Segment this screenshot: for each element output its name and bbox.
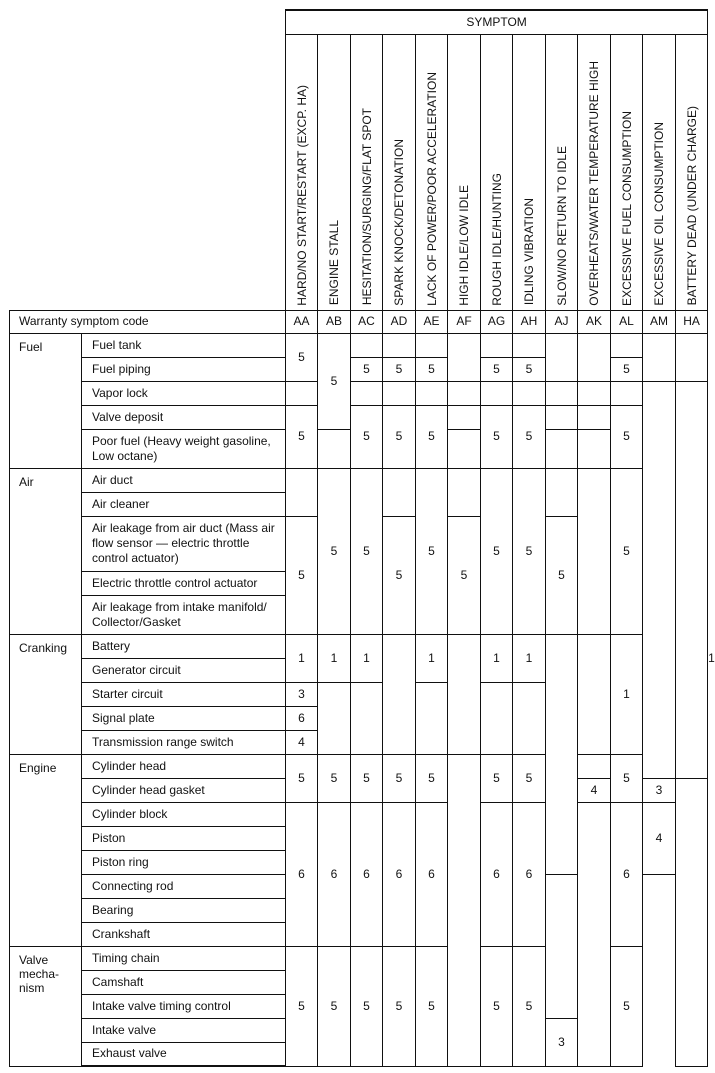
cell-empty — [513, 682, 546, 754]
item-air-cleaner: Air cleaner — [82, 492, 286, 516]
cell-value: 5 — [481, 405, 513, 468]
cell-empty — [351, 682, 383, 754]
cell-value: 5 — [513, 357, 546, 381]
item-transmission-range-switch: Transmission range switch — [82, 730, 286, 754]
symptom-header: SYMPTOM — [286, 10, 708, 34]
item-piston: Piston — [82, 826, 286, 850]
warranty-code-label: Warranty symptom code — [10, 310, 286, 333]
item-cylinder-head-gasket: Cylinder head gasket — [82, 778, 286, 802]
cell-value: 5 — [318, 333, 351, 429]
cell-empty — [448, 405, 481, 429]
cell-empty — [611, 381, 643, 405]
group-fuel: Fuel — [10, 333, 82, 468]
cell-value: 6 — [611, 802, 643, 946]
cell-empty — [578, 333, 611, 381]
symptom-matrix-table: SYMPTOM HARD/NO START/RESTART (EXCP. HA) ENGINE STALL HESITATION/SURGING/FLAT SPOT SPARK KNOCK/DETONATION LACK OF POWER/POOR ACCELERATION HIGH IDLE/LOW IDLE ROUGH IDLE/HUNTING IDLING VIBRATION SLOW/NO RETURN TO IDLE OVERHEATS/WATER TEMPERATURE HIGH EXCESSIVE FUEL CONSUMPTION EXCESSIVE OIL CONSUMPTION BATTERY DEAD (UNDER CHARGE) Warranty symptom code AA AB AC AD AE AF AG AH AJ AK AL AM HA Fuel Fuel tank 5 5 Fuel piping 5 5 5 5 5 5 Vapor lock Valve deposit 5 5 5 5 5 5 5 Poor fuel (Heavy weight gasoline, Low octane) Air Air duct 5 5 5 5 5 5 Air cleaner Air leakage from air duct (Mass air flow sensor — electric throttle control actuator) 5 5 5 5 Electric throttle control actuator Air leakage from intake manifold/ Collector/Gasket Cranking Battery 1 1 1 1 1 1 1 1 Generator circuit Starter circuit 3 Signal plate 6 Transmission range switch 4 Engine Cylinder head 5 5 5 5 5 5 5 5 Cylinder head gasket 4 3 Cylinder block 6 6 6 6 6 6 6 6 4 Piston Piston ring Connecting rod Bearing Crankshaft Valve mecha-nism Timing chain 5 5 5 5 5 5 5 5 Camshaft Intake valve timing control Intake valve 3 Exhaust valve — [9, 9, 708, 1067]
cell-empty — [578, 381, 611, 405]
code-ad: AD — [383, 310, 416, 333]
item-timing-chain: Timing chain — [82, 946, 286, 970]
group-valve-mechanism: Valve mecha-nism — [10, 946, 82, 1066]
cell-empty — [383, 468, 416, 516]
cell-value: 5 — [351, 405, 383, 468]
symptom-name-ak: OVERHEATS/WATER TEMPERATURE HIGH — [578, 34, 611, 310]
cell-empty — [578, 754, 611, 778]
symptom-name-am: EXCESSIVE OIL CONSUMPTION — [643, 34, 676, 310]
cell-empty — [546, 381, 578, 405]
item-fuel-piping: Fuel piping — [82, 357, 286, 381]
code-ab: AB — [318, 310, 351, 333]
item-electric-throttle: Electric throttle control actuator — [82, 571, 286, 595]
item-valve-deposit: Valve deposit — [82, 405, 286, 429]
cell-value: 5 — [383, 516, 416, 634]
group-engine: Engine — [10, 754, 82, 946]
cell-value: 6 — [481, 802, 513, 946]
code-ak: AK — [578, 310, 611, 333]
cell-empty — [318, 429, 351, 468]
cell-empty — [448, 333, 481, 381]
cell-value: 3 — [286, 682, 318, 706]
code-ag: AG — [481, 310, 513, 333]
cell-value: 1 — [351, 634, 383, 682]
item-piston-ring: Piston ring — [82, 850, 286, 874]
cell-value: 6 — [318, 802, 351, 946]
item-air-duct: Air duct — [82, 468, 286, 492]
cell-value: 5 — [416, 946, 448, 1066]
item-cylinder-head: Cylinder head — [82, 754, 286, 778]
code-al: AL — [611, 310, 643, 333]
item-connecting-rod: Connecting rod — [82, 874, 286, 898]
cell-value: 5 — [513, 405, 546, 468]
symptom-name-al: EXCESSIVE FUEL CONSUMPTION — [611, 34, 643, 310]
symptom-name-aa: HARD/NO START/RESTART (EXCP. HA) — [286, 34, 318, 310]
cell-empty — [546, 405, 578, 429]
item-crankshaft: Crankshaft — [82, 922, 286, 946]
item-signal-plate: Signal plate — [82, 706, 286, 730]
group-air: Air — [10, 468, 82, 634]
cell-value: 4 — [643, 802, 676, 874]
symptom-name-aj: SLOW/NO RETURN TO IDLE — [546, 34, 578, 310]
cell-value: 5 — [481, 357, 513, 381]
cell-value: 3 — [546, 1018, 578, 1066]
item-battery: Battery — [82, 634, 286, 658]
item-bearing: Bearing — [82, 898, 286, 922]
cell-value: 6 — [513, 802, 546, 946]
cell-value: 5 — [513, 468, 546, 634]
cell-value: 5 — [318, 468, 351, 634]
cell-empty — [513, 333, 546, 357]
cell-empty — [481, 381, 513, 405]
cell-empty — [448, 468, 481, 516]
cell-value: 5 — [611, 357, 643, 381]
cell-empty — [318, 682, 351, 754]
cell-empty — [578, 468, 611, 634]
item-camshaft: Camshaft — [82, 970, 286, 994]
cell-empty — [643, 333, 676, 381]
cell-value: 1 — [513, 634, 546, 682]
cell-value: 5 — [286, 333, 318, 381]
code-aa: AA — [286, 310, 318, 333]
cell-value: 5 — [481, 754, 513, 802]
cell-value: 4 — [578, 778, 611, 802]
cell-value: 5 — [383, 405, 416, 468]
cell-value: 1 — [286, 634, 318, 682]
cell-empty — [383, 381, 416, 405]
cell-value: 6 — [351, 802, 383, 946]
cell-value: 6 — [286, 802, 318, 946]
cell-empty — [286, 468, 318, 516]
code-af: AF — [448, 310, 481, 333]
cell-empty — [546, 429, 578, 468]
item-cylinder-block: Cylinder block — [82, 802, 286, 826]
cell-empty — [448, 754, 481, 1066]
cell-value: 5 — [351, 754, 383, 802]
symptom-name-ag: ROUGH IDLE/HUNTING — [481, 34, 513, 310]
code-ah: AH — [513, 310, 546, 333]
cell-value: 5 — [383, 357, 416, 381]
cell-empty — [448, 381, 481, 405]
cell-value: 5 — [416, 468, 448, 634]
cell-value: 5 — [383, 754, 416, 802]
cell-empty — [383, 333, 416, 357]
cell-value: 5 — [513, 754, 546, 802]
cell-value: 5 — [611, 946, 643, 1066]
cell-empty — [448, 429, 481, 468]
cell-empty — [448, 634, 481, 754]
cell-empty — [286, 381, 318, 405]
cell-empty — [578, 634, 611, 754]
cell-value: 5 — [286, 405, 318, 468]
cell-empty — [643, 381, 676, 778]
cell-value: 5 — [351, 468, 383, 634]
symptom-name-ab: ENGINE STALL — [318, 34, 351, 310]
cell-value: 5 — [286, 946, 318, 1066]
cell-value: 5 — [416, 357, 448, 381]
group-cranking: Cranking — [10, 634, 82, 754]
code-am: AM — [643, 310, 676, 333]
cell-empty — [578, 802, 611, 1066]
item-vapor-lock: Vapor lock — [82, 381, 286, 405]
cell-empty — [416, 381, 448, 405]
cell-value: 5 — [448, 516, 481, 634]
corner-blank — [10, 10, 286, 310]
cell-value: 5 — [611, 468, 643, 634]
symptom-name-ac: HESITATION/SURGING/FLAT SPOT — [351, 34, 383, 310]
cell-value: 1 — [481, 634, 513, 682]
cell-empty — [546, 333, 578, 381]
code-aj: AJ — [546, 310, 578, 333]
cell-value: 1 — [416, 634, 448, 682]
symptom-name-ae: LACK OF POWER/POOR ACCELERATION — [416, 34, 448, 310]
symptom-name-ah: IDLING VIBRATION — [513, 34, 546, 310]
cell-empty — [416, 333, 448, 357]
cell-empty — [481, 333, 513, 357]
cell-value: 5 — [318, 946, 351, 1066]
cell-value: 5 — [351, 357, 383, 381]
cell-value: 5 — [383, 946, 416, 1066]
cell-empty — [611, 333, 643, 357]
cell-empty — [513, 381, 546, 405]
cell-value: 6 — [416, 802, 448, 946]
cell-value: 5 — [546, 516, 578, 634]
cell-empty — [546, 468, 578, 516]
cell-value: 1 — [611, 634, 643, 754]
item-starter-circuit: Starter circuit — [82, 682, 286, 706]
cell-value: 5 — [611, 405, 643, 468]
cell-empty — [676, 778, 708, 1066]
cell-empty — [578, 429, 611, 468]
symptom-name-ha: BATTERY DEAD (UNDER CHARGE) — [676, 34, 708, 310]
cell-empty — [676, 333, 708, 381]
item-air-leakage-manifold: Air leakage from intake manifold/ Collector/Gasket — [82, 595, 286, 634]
symptom-name-af: HIGH IDLE/LOW IDLE — [448, 34, 481, 310]
cell-value: 4 — [286, 730, 318, 754]
cell-value: 5 — [611, 754, 643, 802]
cell-value: 5 — [351, 946, 383, 1066]
cell-value: 5 — [416, 754, 448, 802]
item-intake-valve: Intake valve — [82, 1018, 286, 1042]
cell-empty — [416, 682, 448, 754]
cell-empty — [546, 634, 578, 874]
cell-empty — [351, 333, 383, 357]
cell-empty — [481, 682, 513, 754]
cell-empty — [578, 405, 611, 429]
item-poor-fuel: Poor fuel (Heavy weight gasoline, Low octane) — [82, 429, 286, 468]
item-intake-valve-timing-control: Intake valve timing control — [82, 994, 286, 1018]
cell-value: 5 — [318, 754, 351, 802]
code-ac: AC — [351, 310, 383, 333]
cell-empty — [383, 634, 416, 754]
code-ae: AE — [416, 310, 448, 333]
cell-empty — [676, 381, 708, 778]
item-exhaust-valve: Exhaust valve — [82, 1042, 286, 1066]
cell-value: 5 — [481, 468, 513, 634]
cell-value: 6 — [383, 802, 416, 946]
cell-value: 5 — [481, 946, 513, 1066]
item-generator-circuit: Generator circuit — [82, 658, 286, 682]
cell-value: 3 — [643, 778, 676, 802]
cell-value: 1 — [318, 634, 351, 682]
cell-empty — [546, 874, 578, 1018]
cell-value: 5 — [286, 754, 318, 802]
cell-value: 5 — [416, 405, 448, 468]
symptom-name-ad: SPARK KNOCK/DETONATION — [383, 34, 416, 310]
cell-value: 5 — [513, 946, 546, 1066]
item-fuel-tank: Fuel tank — [82, 333, 286, 357]
cell-value: 5 — [286, 516, 318, 634]
cell-empty — [351, 381, 383, 405]
cell-value: 6 — [286, 706, 318, 730]
item-air-leakage-duct: Air leakage from air duct (Mass air flow sensor — electric throttle control actuator) — [82, 516, 286, 571]
code-ha: HA — [676, 310, 708, 333]
